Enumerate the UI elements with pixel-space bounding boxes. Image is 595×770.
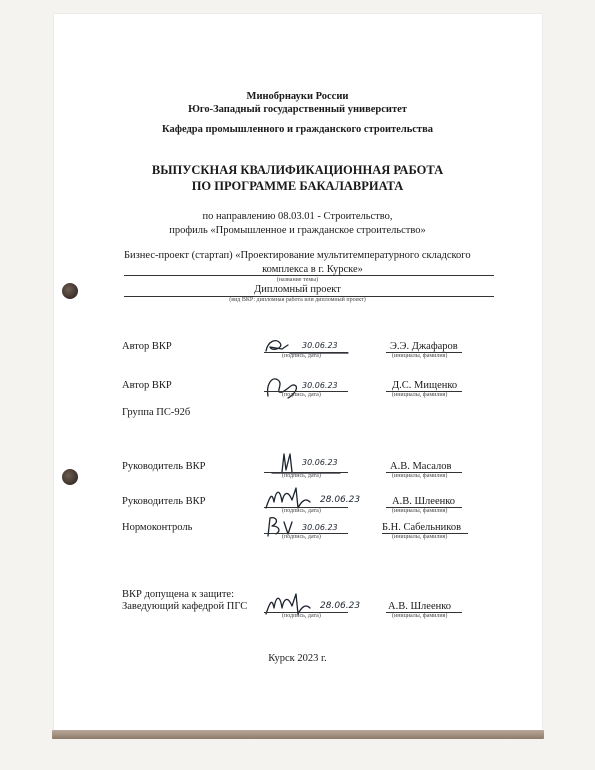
initials-surname-caption: (инициалы, фамилия) <box>392 534 448 540</box>
role-label: Нормоконтроль <box>122 522 193 533</box>
role-label: Руководитель ВКР <box>122 461 206 472</box>
work-type-caption: (вид ВКР: дипломная работа или дипломный проект) <box>229 297 366 303</box>
svg-text:30.06.23: 30.06.23 <box>302 341 338 350</box>
initials-surname-caption: (инициалы, фамилия) <box>392 613 448 619</box>
page-bottom-edge <box>52 730 544 739</box>
head-name: А.В. Шлеенко <box>388 601 452 612</box>
role-label: Автор ВКР <box>122 380 172 391</box>
svg-text:30.06.23: 30.06.23 <box>302 381 338 390</box>
document-title-line2: ПО ПРОГРАММЕ БАКАЛАВРИАТА <box>191 179 404 193</box>
signature-icon <box>262 482 382 514</box>
topic-underline <box>124 275 494 276</box>
sign-date-caption: (подпись, дата) <box>282 392 321 398</box>
direction-line2: профиль «Промышленное и гражданское строительство» <box>169 225 426 236</box>
department-name: Кафедра промышленного и гражданского строительства <box>161 124 434 135</box>
university-name: Юго-Западный государственный университет <box>188 104 407 115</box>
ministry-name: Минобрнауки России <box>246 91 349 102</box>
supervisor-name: А.В. Шлеенко <box>392 496 456 507</box>
topic-line1: Бизнес-проект (стартап) «Проектирование мультитемпературного складского <box>124 250 471 261</box>
direction-line1: по направлению 08.03.01 - Строительство, <box>202 211 393 222</box>
sign-date-caption: (подпись, дата) <box>282 473 321 479</box>
student-group: Группа ПС-92б <box>122 407 191 418</box>
sign-date-caption: (подпись, дата) <box>282 353 321 359</box>
svg-text:28.06.23: 28.06.23 <box>320 495 361 505</box>
city-year: Курск 2023 г. <box>268 653 327 664</box>
initials-surname-caption: (инициалы, фамилия) <box>392 473 448 479</box>
sign-date-caption: (подпись, дата) <box>282 508 321 514</box>
initials-surname-caption: (инициалы, фамилия) <box>392 353 448 359</box>
topic-line2: комплекса в г. Курске» <box>262 264 363 275</box>
role-label: Заведующий кафедрой ПГС <box>122 601 248 612</box>
role-label: Руководитель ВКР <box>122 496 206 507</box>
sign-date-caption: (подпись, дата) <box>282 534 321 540</box>
initials-surname-caption: (инициалы, фамилия) <box>392 392 448 398</box>
role-label: Автор ВКР <box>122 341 172 352</box>
svg-text:28.06.23: 28.06.23 <box>320 601 361 611</box>
supervisor-name: А.В. Масалов <box>390 461 452 472</box>
admission-label: ВКР допущена к защите: <box>122 589 234 600</box>
normcontroller-name: Б.Н. Сабельников <box>382 522 462 533</box>
author-name: Э.Э. Джафаров <box>390 341 458 352</box>
topic-caption: (название темы) <box>276 277 319 283</box>
author-name: Д.С. Мищенко <box>392 380 458 391</box>
svg-text:30.06.23: 30.06.23 <box>302 523 338 532</box>
sign-date-caption: (подпись, дата) <box>282 613 321 619</box>
svg-text:30.06.23: 30.06.23 <box>302 458 338 467</box>
initials-surname-caption: (инициалы, фамилия) <box>392 508 448 514</box>
work-type-value: Дипломный проект <box>254 284 341 295</box>
binder-hole-icon <box>62 469 78 485</box>
document-title-line1: ВЫПУСКНАЯ КВАЛИФИКАЦИОННАЯ РАБОТА <box>151 163 444 177</box>
